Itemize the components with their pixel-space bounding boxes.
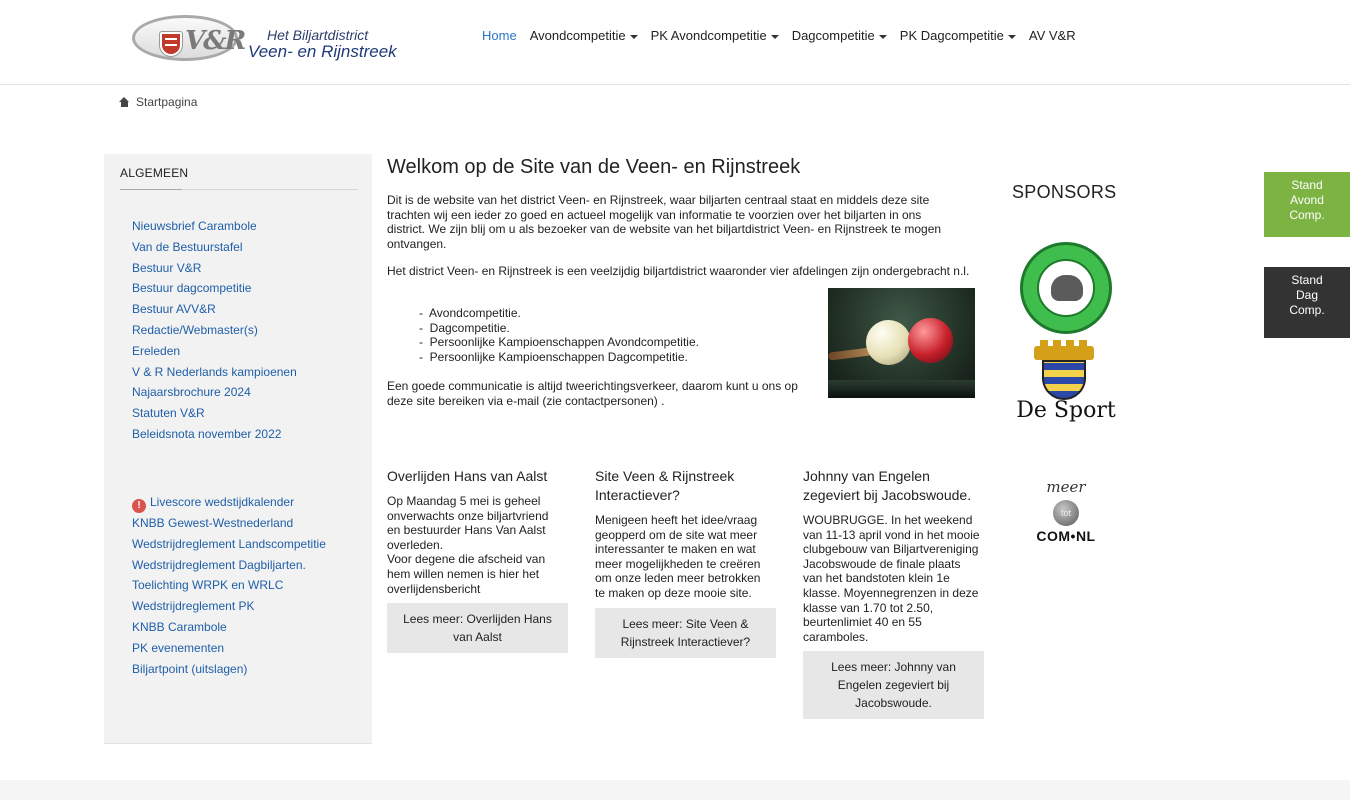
sponsor-text: meer <box>1046 478 1086 496</box>
news-title[interactable]: Overlijden Hans van Aalst <box>387 468 548 484</box>
sidebar-link[interactable]: KNBB Carambole <box>132 619 227 634</box>
alert-icon: ! <box>132 499 146 513</box>
footer <box>0 780 1350 800</box>
breadcrumb <box>119 95 197 109</box>
news-item <box>387 467 568 653</box>
sidebar-link[interactable]: Biljartpoint (uitslagen) <box>132 661 248 676</box>
logo-line1: Het Biljartdistrict <box>267 27 369 43</box>
sidebar-link[interactable]: Statuten V&R <box>132 406 205 421</box>
logo-inner <box>1037 259 1095 317</box>
logo-emblem <box>132 15 245 61</box>
nav-home[interactable]: Home <box>482 28 517 43</box>
sidebar-link[interactable]: Wedstrijdreglement Dagbiljarten. <box>132 557 306 572</box>
logo-mark: V&R <box>185 26 245 56</box>
billiard-balls-image <box>828 288 975 398</box>
shield-icon <box>1042 360 1086 400</box>
news-item <box>803 467 984 719</box>
sidebar-divider <box>120 189 358 190</box>
site-header <box>0 0 1350 85</box>
stand-dag-tab[interactable]: Stand Dag Comp. <box>1264 267 1350 338</box>
news-body: WOUBRUGGE. In het weekend van 11-13 april vond in het mooie clubgebouw van Biljartvereniging Jacobswoude de finale plaats van het bandstoten klein 1e klasse. Moyennegrenzen in deze klasse van 1.70 tot 2.50, beurtenlimiet 40 en 55 caramboles. <box>803 513 980 644</box>
nav-av-vr[interactable]: AV V&R <box>1028 28 1076 43</box>
read-more-button[interactable]: Lees meer: Johnny van Engelen zegeviert bij Jacobswoude. <box>803 651 984 719</box>
nav-dagcompetitie[interactable]: Dagcompetitie <box>792 28 887 43</box>
intro-paragraph: Het district Veen- en Rijnstreek is een veelzijdig biljartdistrict waaronder vier afdelingen zijn ondergebracht n.l. <box>387 264 970 278</box>
sidebar-link[interactable]: Bestuur dagcompetitie <box>132 281 252 296</box>
news-body: Op Maandag 5 mei is geheel onverwachts onze biljartvriend en bestuurder Hans Van Aalst overleden. Voor degene die afscheid van hem willen nemen is hier het overlijdensbericht <box>387 494 549 596</box>
list-item: - Persoonlijke Kampioenschappen Dagcompetitie. <box>419 350 699 365</box>
caret-down-icon <box>630 35 638 39</box>
news-title[interactable]: Johnny van Engelen zegeviert bij Jacobswoude. <box>803 468 972 503</box>
intro-paragraph: Dit is de website van het district Veen- en Rijnstreek, waar biljarten centraal staat en middels deze site trachten wij een ieder zo goed en actueel mogelijk van informatie te voorzien over het biljarten in ons district. We zijn blij om u als bezoeker van de website van het biljartdistrict Veen- en Rijnstreek te mogen ontvangen. <box>387 193 942 251</box>
sponsors-title: SPONSORS <box>1012 182 1117 202</box>
caret-down-icon <box>1008 35 1016 39</box>
sponsor-desport-logo[interactable] <box>1016 346 1116 432</box>
sponsor-text: COM•NL <box>1036 528 1096 544</box>
sidebar-link[interactable]: Najaarsbrochure 2024 <box>132 385 251 400</box>
page-title: Welkom op de Site van de Veen- en Rijnstreek <box>387 156 801 178</box>
list-item: - Persoonlijke Kampioenschappen Avondcompetitie. <box>419 335 699 350</box>
sidebar-link[interactable]: Toelichting WRPK en WRLC <box>132 578 284 593</box>
sidebar-links-secondary <box>132 492 326 679</box>
crown-icon <box>1034 346 1094 360</box>
sidebar-title: ALGEMEEN <box>120 166 189 180</box>
sidebar-link[interactable]: PK evenementen <box>132 640 225 655</box>
read-more-button[interactable]: Lees meer: Site Veen & Rijnstreek Interactiever? <box>595 608 776 658</box>
table-edge <box>828 380 975 398</box>
sidebar <box>104 154 372 744</box>
sidebar-link[interactable]: Redactie/Webmaster(s) <box>132 322 258 337</box>
sponsor-meertotcom-logo[interactable] <box>1026 478 1106 554</box>
news-body: Menigeen heeft het idee/vraag geopperd om de site wat meer interessanter te maken en wat meer mogelijkheden te creëren om onze leden meer betrokken te maken op deze mooie site. <box>595 513 761 600</box>
sidebar-link[interactable]: Nieuwsbrief Carambole <box>132 219 257 233</box>
stand-avond-tab[interactable]: Stand Avond Comp. <box>1264 172 1350 237</box>
sidebar-link[interactable]: KNBB Gewest-Westnederland <box>132 516 294 530</box>
breadcrumb-current: Startpagina <box>136 95 198 109</box>
news-item <box>595 467 776 658</box>
sidebar-link[interactable]: V & R Nederlands kampioenen <box>132 364 297 379</box>
sponsor-biljartmakers-logo[interactable] <box>1020 242 1112 334</box>
sponsor-name: De Sport <box>1016 398 1116 423</box>
main-nav <box>482 28 1089 43</box>
sidebar-link[interactable]: Wedstrijdreglement Landscompetitie <box>132 536 326 551</box>
read-more-button[interactable]: Lees meer: Overlijden Hans van Aalst <box>387 603 568 653</box>
sidebar-links <box>132 216 297 445</box>
nav-avondcompetitie[interactable]: Avondcompetitie <box>530 28 638 43</box>
list-item: - Avondcompetitie. <box>419 306 699 321</box>
sidebar-link[interactable]: Beleidsnota november 2022 <box>132 426 282 441</box>
caret-down-icon <box>771 35 779 39</box>
main-content <box>387 154 982 711</box>
white-ball <box>866 320 911 365</box>
caret-down-icon <box>879 35 887 39</box>
list-item: - Dagcompetitie. <box>419 321 699 336</box>
divisions-list <box>419 306 699 364</box>
home-icon[interactable] <box>119 97 130 107</box>
sidebar-link[interactable]: Van de Bestuurstafel <box>132 239 243 254</box>
sidebar-link[interactable]: Ereleden <box>132 343 181 358</box>
news-title[interactable]: Site Veen & Rijnstreek Interactiever? <box>595 468 735 503</box>
sidebar-link[interactable]: Wedstrijdreglement PK <box>132 599 255 614</box>
intro-paragraph: Een goede communicatie is altijd tweerichtingsverkeer, daarom kunt u ons op deze site bereiken via e-mail (zie contactpersonen) . <box>387 379 798 408</box>
sidebar-link-livescore[interactable]: ! Livescore wedstijdkalender <box>132 492 326 513</box>
nav-pk-dagcompetitie[interactable]: PK Dagcompetitie <box>900 28 1016 43</box>
logo-line2: Veen- en Rijnstreek <box>248 42 397 61</box>
sidebar-link[interactable]: Bestuur AVV&R <box>132 302 216 317</box>
shield-icon <box>160 32 182 56</box>
ball-icon: tot <box>1053 500 1079 526</box>
nav-pk-avondcompetitie[interactable]: PK Avondcompetitie <box>651 28 779 43</box>
elephant-icon <box>1051 275 1083 301</box>
site-logo[interactable] <box>132 12 397 67</box>
red-ball <box>908 318 953 363</box>
sidebar-link[interactable]: Bestuur V&R <box>132 260 202 275</box>
